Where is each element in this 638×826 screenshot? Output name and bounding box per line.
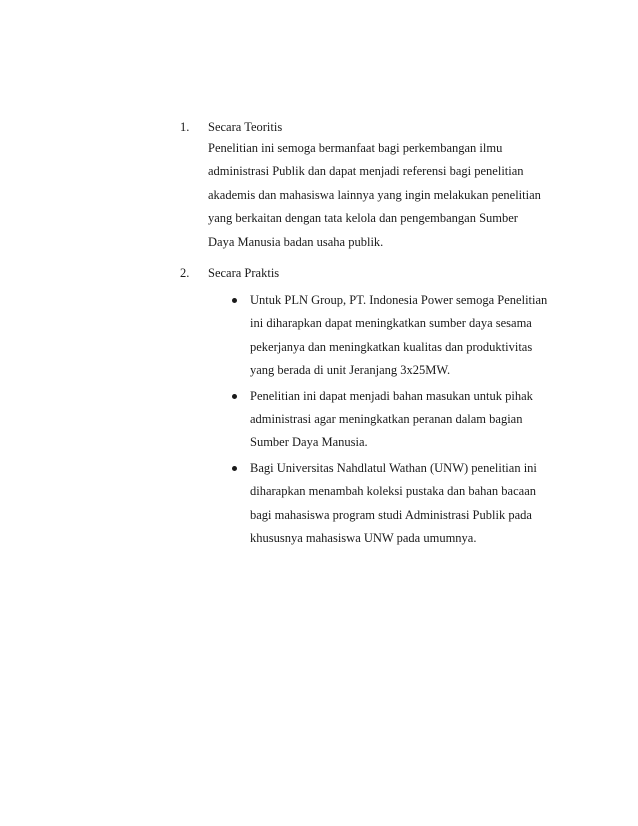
bullet-list [180,289,580,550]
section-number: 1. [180,120,190,134]
paragraph-line: Penelitian ini semoga bermanfaat bagi perkembangan ilmu [208,141,503,155]
section-title: Secara Praktis [208,266,280,280]
list-item-line: Untuk PLN Group, PT. Indonesia Power semoga Penelitian [250,293,548,307]
list-item-line: Bagi Universitas Nahdlatul Wathan (UNW) penelitian ini [250,460,537,475]
list-item-line: yang berada di unit Jeranjang 3x25MW. [250,363,451,378]
list-item-line: diharapkan menambah koleksi pustaka dan bahan bacaan [250,484,536,499]
section-paragraph [208,137,580,254]
bullet-icon [232,298,237,303]
bullet-icon [232,466,237,471]
list-item [180,385,580,455]
section-teoritis [180,117,580,254]
paragraph-line: administrasi Publik dan dapat menjadi referensi bagi penelitian [208,164,524,179]
section-number: 2. [180,266,190,280]
section-heading [180,117,580,137]
list-item-line: Penelitian ini dapat menjadi bahan masukan untuk pihak [250,388,533,403]
list-item-line: Sumber Daya Manusia. [250,435,368,450]
list-item-line: bagi mahasiswa program studi Administrasi Publik pada [250,507,532,522]
list-item-line: khususnya mahasiswa UNW pada umumnya. [250,531,477,546]
bullet-icon [232,394,237,399]
list-item [180,457,580,551]
list-item-line: pekerjanya dan meningkatkan kualitas dan produktivitas [250,339,533,354]
list-item-line: administrasi agar meningkatkan peranan dalam bagian [250,412,523,427]
section-heading [180,263,580,283]
list-item [180,289,580,383]
paragraph-line: akademis dan mahasiswa lainnya yang ingin melakukan penelitian [208,187,541,202]
section-title: Secara Teoritis [208,120,283,134]
list-item-line: ini diharapkan dapat meningkatkan sumber daya sesama [250,316,532,331]
paragraph-line: yang berkaitan dengan tata kelola dan pengembangan Sumber [208,211,518,226]
paragraph-line: Daya Manusia badan usaha publik. [208,234,384,249]
section-praktis [180,263,580,552]
